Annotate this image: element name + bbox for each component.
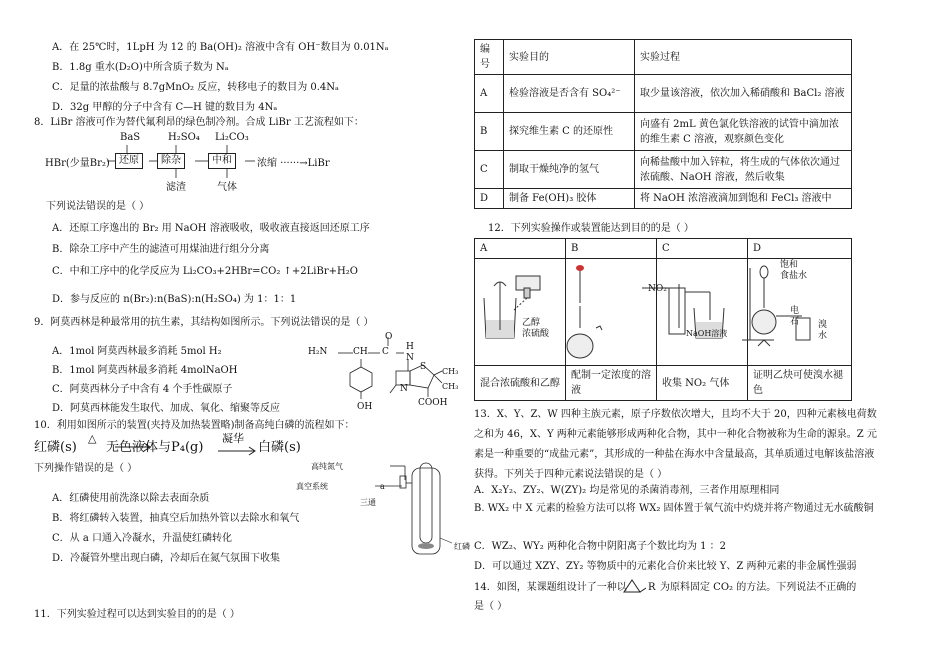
q14-text-c: 是（ ） — [474, 601, 508, 612]
step-reduce: 还原 — [115, 153, 143, 169]
table-cell: 探究维生素 C 的还原性 — [504, 113, 635, 151]
q12-caption-a: 混合浓硫酸和乙醇 — [475, 366, 566, 401]
q8-option-b: B．除杂工序中产生的滤渣可用煤油进行组分分离 — [52, 244, 270, 255]
q12-caption-c: 收集 NO₂ 气体 — [657, 366, 748, 401]
struct-cooh: COOH — [418, 398, 448, 408]
q10-mid: 无色液体与P₄(g) — [106, 440, 204, 455]
q7-option-c: C．足量的浓盐酸与 8.7gMnO₂ 反应，转移电子的数目为 0.4Nₐ — [52, 82, 339, 93]
table-row — [475, 113, 852, 151]
q9-option-b: B．1mol 阿莫西林最多消耗 4molNaOH — [52, 365, 238, 376]
q12-header-c: C — [657, 239, 748, 259]
label-naoh-solution: NaOH溶液 — [686, 329, 728, 338]
struct-n2: N — [400, 384, 408, 394]
q7-option-d: D．32g 甲醇的分子中含有 C—H 键的数目为 4Nₐ — [52, 102, 278, 113]
q10-to: 白磷(s) — [258, 440, 301, 455]
q10-arrow2 — [216, 446, 258, 456]
q10-cond2: 凝华 — [222, 432, 244, 445]
reagent-bas: BaS — [120, 132, 141, 143]
struct-o: O — [385, 332, 393, 342]
q9-stem: 9．阿莫西林是种最常用的抗生素，其结构如图所示。下列说法错误的是（ ） — [34, 317, 374, 328]
q10-option-d: D．冷凝管外壁出现白磷，冷却后在氮气氛围下收集 — [52, 553, 281, 564]
table-row — [475, 75, 852, 113]
table-cell: D — [475, 189, 504, 209]
q8-flow-diagram — [45, 132, 405, 194]
q11-stem: 11．下列实验过程可以达到实验目的的是（ ） — [34, 609, 240, 620]
table-cell: 检验溶液是否含有 SO₄²⁻ — [504, 75, 635, 113]
q8-option-c: C．中和工序中的化学反应为 Li₂CO₃+2HBr=CO₂ ↑+2LiBr+H₂O — [52, 266, 358, 277]
struct-ch: CH — [353, 347, 368, 357]
label-nitrogen: 高纯氮气 — [311, 462, 343, 471]
label-ethanol-acid: 乙醇 浓硫酸 — [522, 318, 550, 339]
table-header: 编号 — [475, 40, 504, 75]
q14-text-a: 14．如图，某课题组设计了一种以 — [474, 582, 627, 593]
flow-after: 浓缩 ······→LiBr — [257, 158, 330, 169]
q10-from: 红磷(s) — [34, 440, 77, 455]
output-gas: 气体 — [217, 182, 237, 193]
q8-question: 下列说法错误的是（ ） — [46, 201, 150, 212]
q13-option-a: A．X₂Y₂、ZY₂、W(ZY)₂ 均是常见的杀菌消毒剂，三者作用原理相同 — [474, 485, 780, 496]
flow-start: HBr(少量Br₂) — [45, 158, 110, 169]
q8-option-d: D．参与反应的 n(Br₂):n(BaS):n(H₂SO₄) 为 1：1：1 — [52, 294, 297, 305]
struct-h: H — [406, 342, 414, 352]
q12-header-a: A — [475, 239, 566, 259]
q8-option-a: A．还原工序逸出的 Br₂ 用 NaOH 溶液吸收，吸收液直接返回还原工序 — [52, 223, 370, 234]
struct-s: S — [420, 362, 427, 372]
q10-option-b: B．将红磷转入装置，抽真空后加热外管以去除水和氧气 — [52, 513, 300, 524]
q12-caption-b: 配制一定浓度的溶液 — [566, 366, 657, 401]
q9-option-a: A．1mol 阿莫西林最多消耗 5mol H₂ — [52, 346, 222, 357]
q10-option-c: C．从 a 口通入冷凝水，升温使红磷转化 — [52, 533, 232, 544]
q10-cond1: △ — [88, 432, 97, 445]
q7-option-b: B．1.8g 重水(D₂O)中所含质子数为 Nₐ — [52, 62, 229, 73]
label-tee: 三通 — [360, 498, 376, 507]
reagent-h2so4: H₂SO₄ — [168, 132, 200, 143]
q8-stem: 8．LiBr 溶液可作为替代氟利昂的绿色制冷剂。合成 LiBr 工艺流程如下： — [34, 117, 364, 128]
label-calcium-carbide: 电 石 — [790, 306, 800, 327]
q10-option-a: A．红磷使用前洗涤以除去表面杂质 — [52, 493, 210, 504]
table-header: 实验过程 — [635, 40, 852, 75]
q7-option-a: A．在 25℃时，1LpH 为 12 的 Ba(OH)₂ 溶液中含有 OH⁻数目为 0.01Nₐ — [52, 42, 389, 53]
table-cell: C — [475, 151, 504, 189]
q9-option-c: C．阿莫西林分子中含有 4 个手性碳原子 — [52, 384, 233, 395]
q13-option-c: C．WZ₂、WY₂ 两种化合物中阴阳离子个数比均为 1 ：2 — [474, 541, 727, 552]
q12-header-d: D — [748, 239, 852, 259]
table-header-row — [475, 40, 852, 75]
q14-r: R — [648, 582, 656, 593]
label-vacuum: 真空系统 — [296, 482, 328, 491]
table-cell: 制备 Fe(OH)₃ 胶体 — [504, 189, 635, 209]
struct-n1: N — [406, 353, 414, 363]
struct-ch3-b: CH₃ — [442, 382, 459, 391]
epoxide-icon — [620, 576, 646, 596]
label-a: a — [380, 482, 385, 491]
struct-h2n: H₂N — [308, 347, 328, 357]
q10-stem: 10．利用如图所示的装置(夹持及加热装置略)制备高纯白磷的流程如下： — [34, 420, 355, 431]
q13-text: 13．X、Y、Z、W 四种主族元素，原子序数依次增大，且均不大于 20，四种元素核电荷数之和为 46，X、Y 两种元素能够形成两种化合物，其中一种化合物被称为生命的源泉。Z 元素是一种重要的“成盐元素”，其形成的一种盐在海水中含量最高，其单质通过电解该盐溶液获得。下列关于四种元素说法错误的是（ ） — [474, 409, 877, 480]
table-cell: 向盛有 2mL 黄色氯化铁溶液的试管中滴加浓的维生素 C 溶液，观察颜色变化 — [635, 113, 852, 151]
table-cell: A — [475, 75, 504, 113]
output-residue: 滤渣 — [166, 182, 186, 193]
q14-text-b: 为原料固定 CO₂ 的方法。下列说法不正确的 — [660, 582, 857, 593]
table-cell: 取少量该溶液，依次加入稀硝酸和 BaCl₂ 溶液 — [635, 75, 852, 113]
table-row — [475, 151, 852, 189]
label-brine: 饱和 食盐水 — [780, 260, 808, 281]
table-cell: 将 NaOH 浓溶液滴加到饱和 FeCl₃ 溶液中 — [635, 189, 852, 209]
q13-option-d: D．可以通过 XZY、ZY₂ 等物质中的元素化合价来比较 Y、Z 两种元素的非金属性强弱 — [474, 561, 857, 572]
label-red-phosphorus: 红磷 — [454, 542, 470, 551]
struct-c: C — [382, 347, 389, 357]
q13-option-b: B. WX₂ 中 X 元素的检验方法可以将 WX₂ 固体置于氧气流中灼烧并将产物通过无水硫酸铜 — [474, 503, 874, 514]
q11-table — [474, 39, 852, 209]
table-cell: 制取干燥纯净的氢气 — [504, 151, 635, 189]
q10-question: 下列操作错误的是（ ） — [34, 463, 138, 474]
q9-option-d: D．阿莫西林能发生取代、加成、氧化、缩聚等反应 — [52, 403, 281, 414]
step-neutralize: 中和 — [208, 153, 236, 169]
q12-header-b: B — [566, 239, 657, 259]
reagent-li2co3: Li₂CO₃ — [215, 132, 249, 143]
step-purify: 除杂 — [157, 153, 185, 169]
label-no2: NO₂ — [648, 284, 667, 294]
table-cell: 向稀盐酸中加入锌粒，将生成的气体依次通过浓硫酸、NaOH 溶液，然后收集 — [635, 151, 852, 189]
table-cell: B — [475, 113, 504, 151]
struct-oh: OH — [357, 402, 373, 412]
struct-ch3-a: CH₃ — [442, 367, 459, 376]
table-header: 实验目的 — [504, 40, 635, 75]
table-row — [475, 189, 852, 209]
q12-caption-d: 证明乙炔可使溴水褪色 — [748, 366, 852, 401]
q12-stem: 12．下列实验操作或装置能达到目的的是（ ） — [488, 223, 694, 234]
label-bromine-water: 溴 水 — [818, 320, 828, 341]
